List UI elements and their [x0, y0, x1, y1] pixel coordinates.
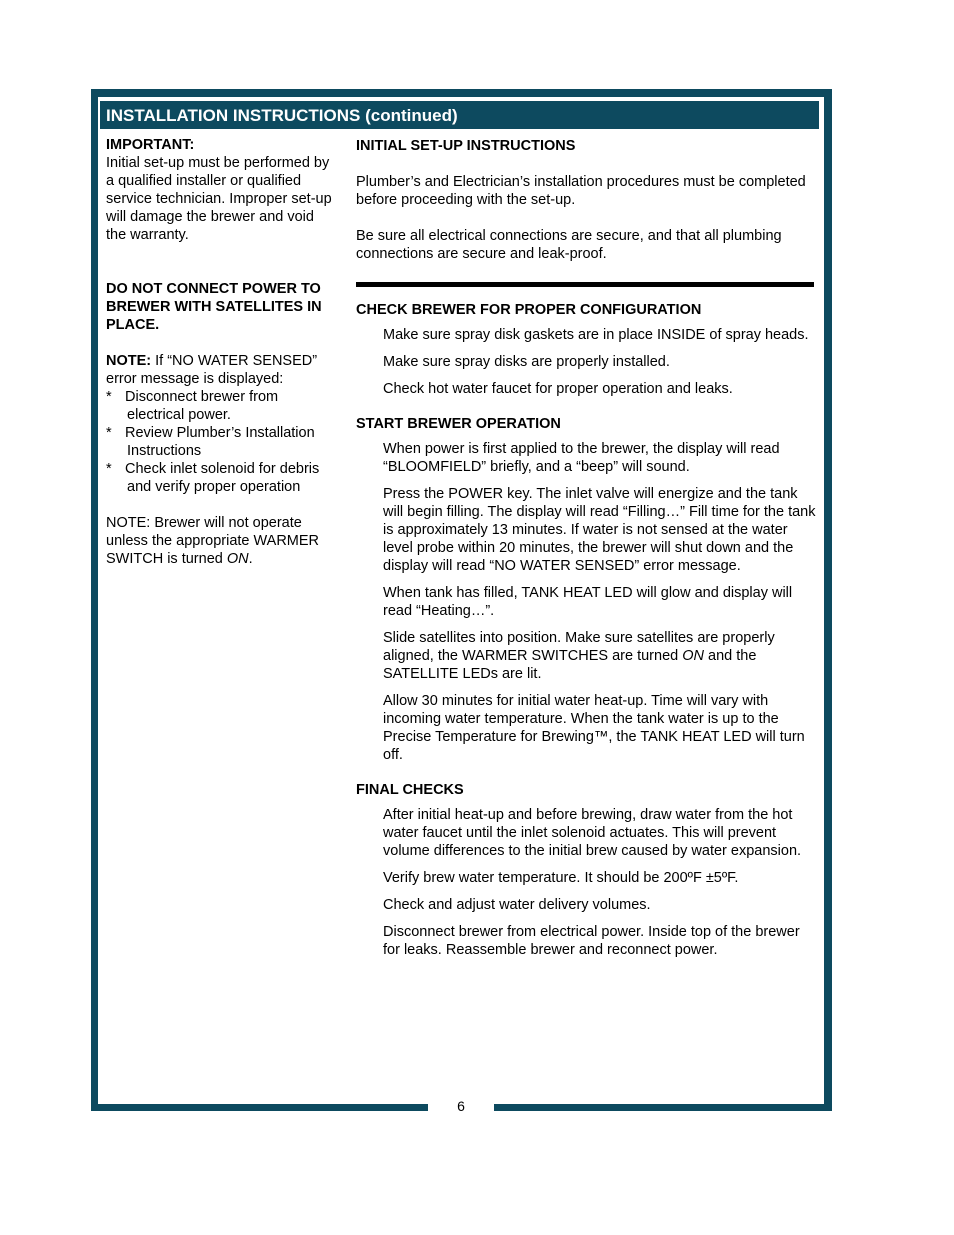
section-header	[100, 101, 819, 129]
note-paragraph	[106, 352, 338, 388]
footer-rule-right	[494, 1104, 832, 1111]
warmer-note-emphasis: ON	[226, 551, 249, 567]
final-item: Verify brew water temperature. It should be 200ºF ±5ºF.	[383, 870, 739, 886]
important-note	[106, 136, 338, 244]
start-title: START BREWER OPERATION	[356, 416, 561, 432]
no-water-note	[106, 352, 338, 496]
config-item: Make sure spray disk gaskets are in place INSIDE of spray heads.	[383, 327, 809, 343]
bullet-mark: *	[106, 425, 112, 441]
start-item	[356, 629, 816, 683]
section-divider	[356, 282, 814, 287]
final-title: FINAL CHECKS	[356, 782, 464, 798]
bullet-text: Check inlet solenoid for debris and verify proper operation	[125, 461, 320, 495]
warmer-note-body: NOTE: Brewer will not operate unless the appropriate WARMER SWITCH is turned	[106, 515, 320, 567]
start-item: When power is first applied to the brewer, the display will read “BLOOMFIELD” briefly, and a “beep” will sound.	[383, 441, 780, 475]
footer-rule-left	[91, 1104, 428, 1111]
bullet-item	[106, 460, 338, 496]
bullet-item	[106, 388, 338, 424]
section-title: INSTALLATION INSTRUCTIONS (continued)	[106, 106, 458, 125]
start-item-text: and the SATELLITE LEDs are lit.	[383, 648, 757, 682]
warmer-note-text	[106, 514, 338, 568]
warmer-note	[106, 514, 338, 568]
bullet-mark: *	[106, 389, 112, 405]
warning-text: DO NOT CONNECT POWER TO BREWER WITH SATELLITES IN PLACE.	[106, 281, 322, 333]
start-item-text: Slide satellites into position. Make sure satellites are properly aligned, the WARMER SWITCHES are turned	[383, 630, 775, 664]
important-text: Initial set-up must be performed by a qualified installer or qualified service technician. Improper set-up will damage the brewer and void the warranty.	[106, 155, 332, 243]
config-item: Check hot water faucet for proper operation and leaks.	[383, 381, 733, 397]
final-item: Check and adjust water delivery volumes.	[383, 897, 651, 913]
config-title: CHECK BREWER FOR PROPER CONFIGURATION	[356, 302, 702, 318]
note-text: If “NO WATER SENSED” error message is displayed:	[106, 353, 318, 387]
note-label: NOTE:	[106, 353, 152, 369]
bullet-text: Disconnect brewer from electrical power.	[125, 389, 279, 423]
start-item-emphasis: ON	[682, 648, 704, 664]
page-number: 6	[457, 1098, 465, 1114]
setup-paragraph: Plumber’s and Electrician’s installation procedures must be completed before proceeding with the set-up.	[356, 174, 806, 208]
start-item: Allow 30 minutes for initial water heat-up. Time will vary with incoming water temperature. When the tank water is up to the Precise Temperature for Brewing™, the TANK HEAT LED will turn off.	[383, 693, 805, 763]
power-warning	[106, 280, 338, 334]
warmer-note-end: .	[248, 551, 253, 567]
start-item: Press the POWER key. The inlet valve will energize and the tank will begin filling. The display will read “Filling…” Fill time for the tank is approximately 13 minutes. If water is not sensed at the water level probe within 20 minutes, the brewer will shut down and the display will read “NO WATER SENSED” error message.	[383, 486, 816, 574]
start-item: When tank has filled, TANK HEAT LED will glow and display will read “Heating…”.	[383, 585, 793, 619]
bullet-mark: *	[106, 461, 112, 477]
final-item: Disconnect brewer from electrical power. Inside top of the brewer for leaks. Reassemble brewer and reconnect power.	[383, 924, 800, 958]
main-instructions	[356, 137, 816, 959]
setup-paragraph: Be sure all electrical connections are secure, and that all plumbing connections are secure and leak-proof.	[356, 228, 782, 262]
config-item: Make sure spray disks are properly installed.	[383, 354, 670, 370]
setup-title: INITIAL SET-UP INSTRUCTIONS	[356, 138, 576, 154]
bullet-item	[106, 424, 338, 460]
sidebar-notes	[106, 136, 338, 586]
final-item: After initial heat-up and before brewing, draw water from the hot water faucet until the inlet solenoid actuates. This will prevent volume differences to the initial brew caused by water expansion.	[383, 807, 802, 859]
important-label: IMPORTANT:	[106, 137, 195, 153]
bullet-text: Review Plumber’s Installation Instructions	[125, 425, 315, 459]
